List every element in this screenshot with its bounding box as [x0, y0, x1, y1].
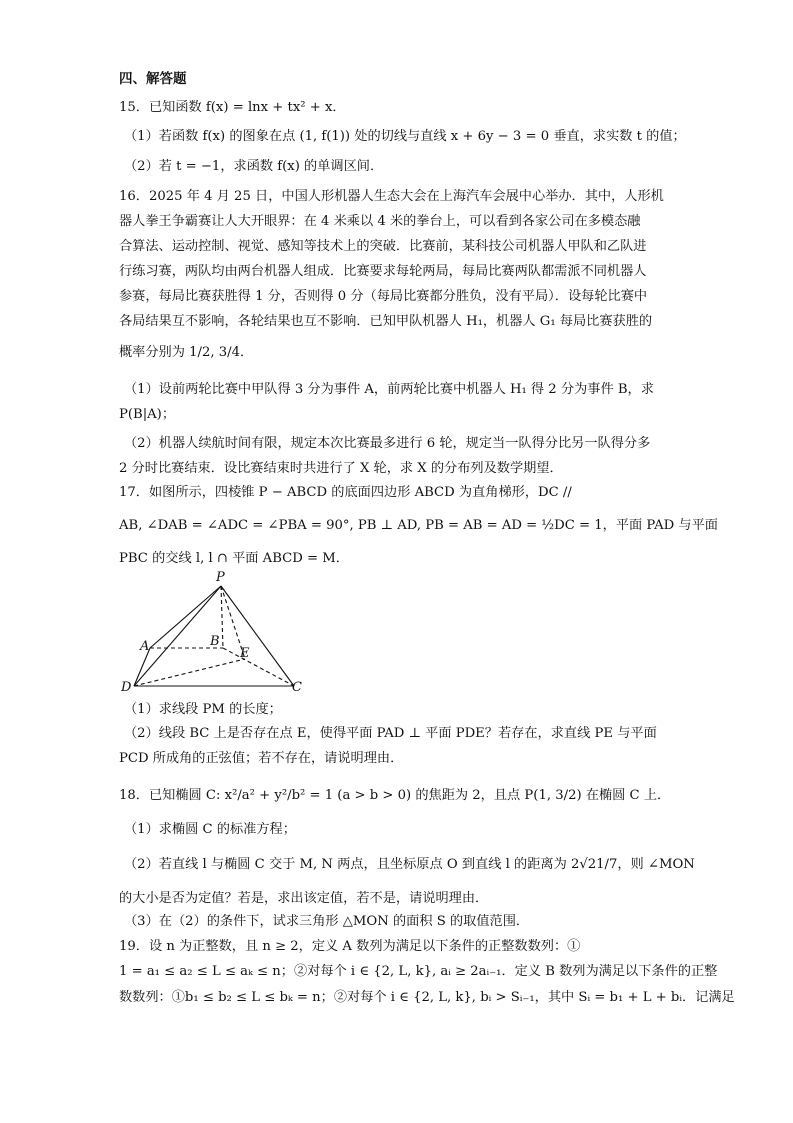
- problem-18-part-3: （3）在（2）的条件下，试求三角形 △MON 的面积 S 的取值范围．: [124, 914, 530, 929]
- problem-16-line-6: 各局结果互不影响，各轮结果也互不影响．已知甲队机器人 H₁，机器人 G₁ 每局比赛获胜的: [119, 314, 653, 329]
- problem-16-part-2: （2）机器人续航时间有限，规定本次比赛最多进行 6 轮，规定当一队得分比另一队得分多: [124, 436, 651, 451]
- problem-17-part-2: （2）线段 BC 上是否存在点 E，使得平面 PAD ⊥ 平面 PDE？若存在，求直线 PE 与平面: [124, 726, 657, 741]
- edge-DE: [134, 659, 245, 686]
- vertex-label-C: C: [292, 680, 302, 695]
- problem-15-part-2: （2）若 t = −1，求函数 f(x) 的单调区间．: [124, 159, 384, 174]
- pyramid-figure: [112, 568, 312, 696]
- vertex-label-A: A: [140, 639, 150, 654]
- problem-19-line-1: 19．设 n 为正整数，且 n ≥ 2，定义 A 数列为满足以下条件的正整数数列：①: [119, 939, 581, 954]
- problem-18-stem: 18．已知椭圆 C: x²/a² + y²/b² = 1 (a > b > 0) 的焦距为 2，且点 P(1, 3/2) 在椭圆 C 上．: [119, 788, 671, 803]
- problem-16-line-2: 器人拳王争霸赛让人大开眼界：在 4 米乘以 4 米的拳台上，可以看到各家公司在多模态融: [119, 214, 641, 229]
- vertex-label-E: E: [240, 646, 250, 661]
- problem-17-part-2-cont: PCD 所成角的正弦值；若不存在，请说明理由．: [119, 751, 404, 766]
- problem-16-line-3: 合算法、运动控制、视觉、感知等技术上的突破．比赛前，某科技公司机器人甲队和乙队进: [119, 239, 647, 254]
- edge-BC: [223, 648, 294, 686]
- problem-18-part-1: （1）求椭圆 C 的标准方程；: [124, 822, 296, 837]
- edge-PD: [134, 586, 221, 686]
- vertex-label-D: D: [121, 680, 132, 695]
- problem-19-line-2: 1 = a₁ ≤ a₂ ≤ L ≤ aₖ ≤ n；②对每个 i ∈ {2, L, k}, aᵢ ≥ 2aᵢ₋₁．定义 B 数列为满足以下条件的正整: [119, 964, 718, 979]
- problem-17-part-1: （1）求线段 PM 的长度；: [124, 702, 282, 717]
- problem-16-line-1: 16．2025 年 4 月 25 日，中国人形机器人生态大会在上海汽车会展中心举办．其中，人形机: [119, 189, 664, 204]
- vertex-label-P: P: [216, 570, 225, 585]
- problem-16-part-1: （1）设前两轮比赛中甲队得 3 分为事件 A，前两轮比赛中机器人 H₁ 得 2 分为事件 B，求: [124, 382, 654, 397]
- problem-16-line-5: 参赛，每局比赛获胜得 1 分，否则得 0 分（每局比赛都分胜负，没有平局）．设每轮比赛中: [119, 289, 648, 304]
- edge-PC: [221, 586, 294, 686]
- problem-16-line-4: 行练习赛，两队均由两台机器人组成．比赛要求每轮两局，每局比赛两队都需派不同机器人: [119, 264, 647, 279]
- section-title: 四、解答题: [119, 71, 187, 87]
- problem-17-line-1: 17．如图所示，四棱锥 P − ABCD 的底面四边形 ABCD 为直角梯形，DC //: [119, 485, 572, 500]
- problem-17-line-2: AB, ∠DAB = ∠ADC = ∠PBA = 90°, PB ⊥ AD, PB = AB = AD = ½DC = 1，平面 PAD 与平面: [119, 518, 718, 533]
- vertex-label-B: B: [210, 634, 220, 649]
- problem-15-part-1: （1）若函数 f(x) 的图象在点 (1, f(1)) 处的切线与直线 x + 6y − 3 = 0 垂直，求实数 t 的值；: [124, 129, 686, 144]
- problem-16-part-2-cont: 2 分时比赛结束．设比赛结束时共进行了 X 轮，求 X 的分布列及数学期望．: [119, 461, 563, 476]
- problem-18-part-2-cont: 的大小是否为定值？若是，求出该定值，若不是，请说明理由．: [119, 891, 489, 906]
- problem-15-stem: 15．已知函数 f(x) = lnx + tx² + x．: [119, 100, 346, 115]
- problem-18-part-2: （2）若直线 l 与椭圆 C 交于 M, N 两点，且坐标原点 O 到直线 l 的距离为 2√21/7，则 ∠MON: [124, 857, 695, 872]
- problem-16-part-1-cont: P(B|A)；: [119, 407, 176, 422]
- problem-16-line-7: 概率分别为 1/2, 3/4．: [119, 345, 254, 360]
- edge-PB: [221, 586, 223, 648]
- problem-17-line-3: PBC 的交线 l, l ∩ 平面 ABCD = M．: [119, 551, 349, 566]
- problem-19-line-3: 数数列：①b₁ ≤ b₂ ≤ L ≤ bₖ = n；②对每个 i ∈ {2, L, k}, bᵢ > Sᵢ₋₁，其中 Sᵢ = b₁ + L + bᵢ．记满足: [119, 990, 735, 1005]
